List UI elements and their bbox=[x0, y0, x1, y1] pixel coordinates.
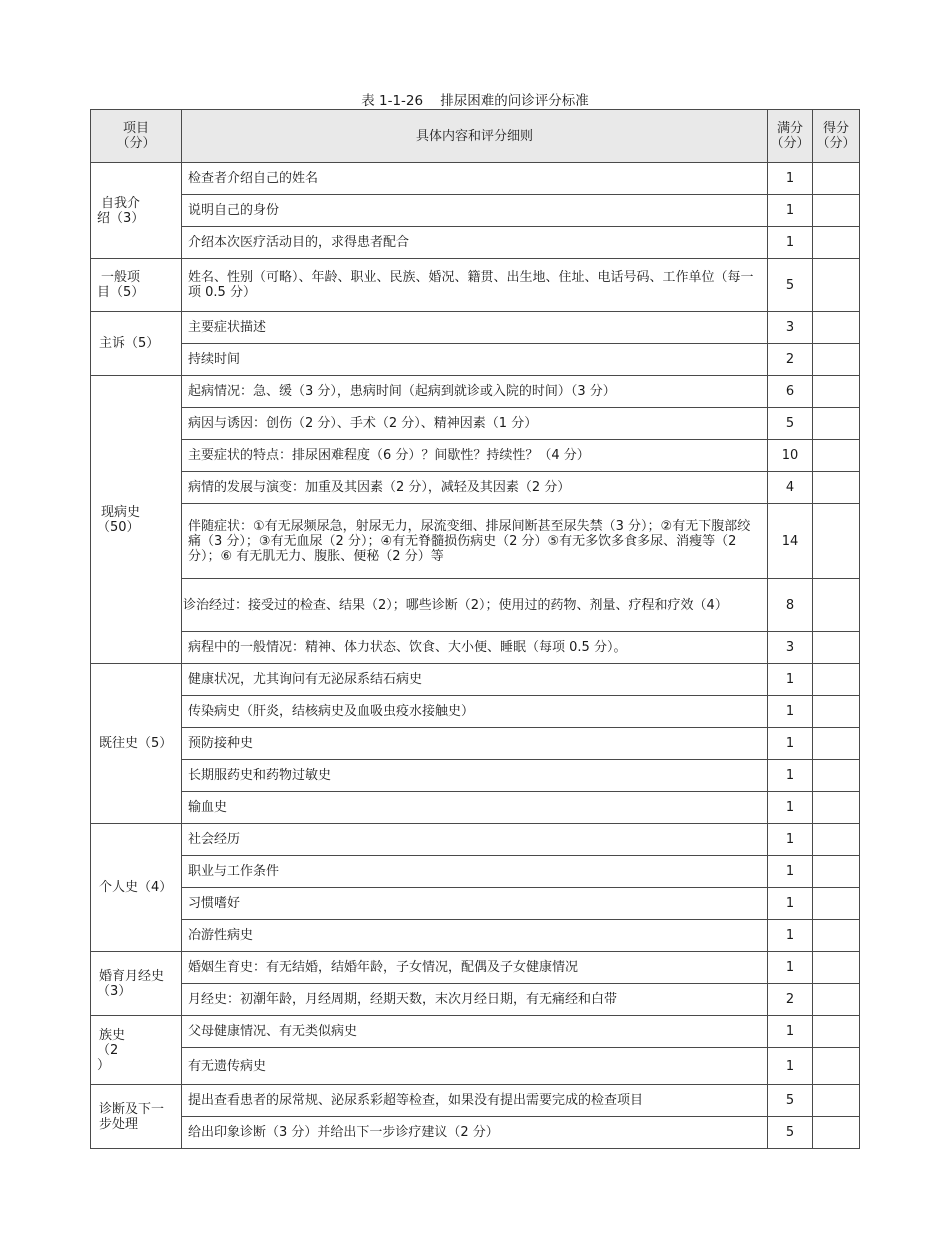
section-label: 个人史（4） bbox=[91, 824, 182, 952]
score-cell[interactable] bbox=[813, 504, 860, 579]
header-category: 项目 （分） bbox=[91, 110, 182, 163]
row-content: 起病情况：急、缓（3 分），患病时间（起病到就诊或入院的时间）（3 分） bbox=[182, 376, 768, 408]
score-cell[interactable] bbox=[813, 696, 860, 728]
score-cell[interactable] bbox=[813, 792, 860, 824]
row-full-score: 2 bbox=[768, 984, 813, 1016]
row-full-score: 5 bbox=[768, 1117, 813, 1149]
section-label: 族史 （2 ） bbox=[91, 1016, 182, 1085]
score-cell[interactable] bbox=[813, 195, 860, 227]
row-content: 主要症状描述 bbox=[182, 312, 768, 344]
table-row bbox=[91, 259, 860, 312]
row-full-score: 6 bbox=[768, 376, 813, 408]
section-label: 诊断及下一 步处理 bbox=[91, 1085, 182, 1149]
score-cell[interactable] bbox=[813, 163, 860, 195]
header-score: 得分 （分） bbox=[813, 110, 860, 163]
score-cell[interactable] bbox=[813, 312, 860, 344]
row-content: 主要症状的特点：排尿困难程度（6 分）？间歇性？持续性？（4 分） bbox=[182, 440, 768, 472]
row-full-score: 4 bbox=[768, 472, 813, 504]
score-cell[interactable] bbox=[813, 579, 860, 632]
row-content: 有无遗传病史 bbox=[182, 1048, 768, 1085]
score-cell[interactable] bbox=[813, 1048, 860, 1085]
row-full-score: 3 bbox=[768, 312, 813, 344]
table-row bbox=[91, 888, 860, 920]
row-full-score: 1 bbox=[768, 1016, 813, 1048]
table-row bbox=[91, 792, 860, 824]
row-content: 月经史：初潮年龄，月经周期，经期天数，末次月经日期，有无痛经和白带 bbox=[182, 984, 768, 1016]
row-full-score: 5 bbox=[768, 1085, 813, 1117]
row-full-score: 1 bbox=[768, 888, 813, 920]
row-content: 给出印象诊断（3 分）并给出下一步诊疗建议（2 分） bbox=[182, 1117, 768, 1149]
score-cell[interactable] bbox=[813, 376, 860, 408]
row-content: 介绍本次医疗活动目的，求得患者配合 bbox=[182, 227, 768, 259]
score-cell[interactable] bbox=[813, 408, 860, 440]
table-caption: 表 1-1-26 排尿困难的问诊评分标准 bbox=[361, 93, 589, 109]
score-cell[interactable] bbox=[813, 888, 860, 920]
row-content: 持续时间 bbox=[182, 344, 768, 376]
table-row bbox=[91, 632, 860, 664]
row-full-score: 1 bbox=[768, 760, 813, 792]
score-cell[interactable] bbox=[813, 472, 860, 504]
row-full-score: 1 bbox=[768, 920, 813, 952]
table-row bbox=[91, 1085, 860, 1117]
table-row bbox=[91, 1016, 860, 1048]
score-cell[interactable] bbox=[813, 344, 860, 376]
table-row bbox=[91, 195, 860, 227]
row-content: 病情的发展与演变：加重及其因素（2 分），减轻及其因素（2 分） bbox=[182, 472, 768, 504]
row-content: 父母健康情况、有无类似病史 bbox=[182, 1016, 768, 1048]
row-full-score: 1 bbox=[768, 824, 813, 856]
table-row bbox=[91, 440, 860, 472]
table-row bbox=[91, 376, 860, 408]
header-content: 具体内容和评分细则 bbox=[182, 110, 768, 163]
table-row bbox=[91, 1117, 860, 1149]
row-content: 长期服药史和药物过敏史 bbox=[182, 760, 768, 792]
row-full-score: 2 bbox=[768, 344, 813, 376]
row-full-score: 5 bbox=[768, 408, 813, 440]
table-row bbox=[91, 984, 860, 1016]
table-row bbox=[91, 952, 860, 984]
table-row bbox=[91, 504, 860, 579]
score-cell[interactable] bbox=[813, 1016, 860, 1048]
row-content: 提出查看患者的尿常规、泌尿系彩超等检查，如果没有提出需要完成的检查项目 bbox=[182, 1085, 768, 1117]
score-cell[interactable] bbox=[813, 440, 860, 472]
section-label: 一般项 目（5） bbox=[91, 259, 182, 312]
row-content: 习惯嗜好 bbox=[182, 888, 768, 920]
row-full-score: 1 bbox=[768, 696, 813, 728]
row-full-score: 3 bbox=[768, 632, 813, 664]
row-content: 说明自己的身份 bbox=[182, 195, 768, 227]
table-header-row bbox=[91, 110, 860, 163]
scoring-table bbox=[90, 109, 860, 1149]
table-row bbox=[91, 760, 860, 792]
score-cell[interactable] bbox=[813, 259, 860, 312]
row-full-score: 1 bbox=[768, 195, 813, 227]
row-full-score: 1 bbox=[768, 856, 813, 888]
row-full-score: 10 bbox=[768, 440, 813, 472]
row-content: 预防接种史 bbox=[182, 728, 768, 760]
section-label: 既往史（5） bbox=[91, 664, 182, 824]
row-content: 检查者介绍自己的姓名 bbox=[182, 163, 768, 195]
score-cell[interactable] bbox=[813, 728, 860, 760]
row-content: 社会经历 bbox=[182, 824, 768, 856]
score-cell[interactable] bbox=[813, 1085, 860, 1117]
row-full-score: 1 bbox=[768, 728, 813, 760]
score-cell[interactable] bbox=[813, 856, 860, 888]
row-full-score: 1 bbox=[768, 1048, 813, 1085]
score-cell[interactable] bbox=[813, 824, 860, 856]
table-row bbox=[91, 227, 860, 259]
score-cell[interactable] bbox=[813, 227, 860, 259]
score-cell[interactable] bbox=[813, 952, 860, 984]
row-content: 健康状况，尤其询问有无泌尿系结石病史 bbox=[182, 664, 768, 696]
table-row bbox=[91, 728, 860, 760]
row-full-score: 14 bbox=[768, 504, 813, 579]
section-label: 自我介 绍（3） bbox=[91, 163, 182, 259]
score-cell[interactable] bbox=[813, 760, 860, 792]
table-row bbox=[91, 408, 860, 440]
row-full-score: 5 bbox=[768, 259, 813, 312]
table-row bbox=[91, 163, 860, 195]
table-row bbox=[91, 824, 860, 856]
row-content: 传染病史（肝炎，结核病史及血吸虫疫水接触史） bbox=[182, 696, 768, 728]
section-label: 婚育月经史 （3） bbox=[91, 952, 182, 1016]
table-row bbox=[91, 856, 860, 888]
row-content: 病因与诱因：创伤（2 分）、手术（2 分）、精神因素（1 分） bbox=[182, 408, 768, 440]
row-content: 婚姻生育史：有无结婚，结婚年龄，子女情况，配偶及子女健康情况 bbox=[182, 952, 768, 984]
row-content: 诊治经过：接受过的检查、结果（2）；哪些诊断（2）；使用过的药物、剂量、疗程和疗效（4） bbox=[182, 579, 768, 632]
row-full-score: 1 bbox=[768, 664, 813, 696]
row-content: 病程中的一般情况：精神、体力状态、饮食、大小便、睡眠（每项 0.5 分）。 bbox=[182, 632, 768, 664]
section-label: 主诉（5） bbox=[91, 312, 182, 376]
row-content: 冶游性病史 bbox=[182, 920, 768, 952]
row-content: 伴随症状：①有无尿频尿急，射尿无力，尿流变细、排尿间断甚至尿失禁（3 分）；②有无下腹部绞痛（3 分）；③有无血尿（2 分）；④有无脊髓损伤病史（2 分）⑤有无多饮多食多尿、消瘦等（2 分）；⑥ 有无肌无力、腹胀、便秘（2 分）等 bbox=[182, 504, 768, 579]
header-full-score: 满分 （分） bbox=[768, 110, 813, 163]
row-full-score: 1 bbox=[768, 952, 813, 984]
table-row bbox=[91, 696, 860, 728]
score-cell[interactable] bbox=[813, 632, 860, 664]
table-row bbox=[91, 1048, 860, 1085]
row-content: 职业与工作条件 bbox=[182, 856, 768, 888]
table-row bbox=[91, 579, 860, 632]
table-row bbox=[91, 472, 860, 504]
row-full-score: 1 bbox=[768, 163, 813, 195]
score-cell[interactable] bbox=[813, 1117, 860, 1149]
table-row bbox=[91, 312, 860, 344]
score-cell[interactable] bbox=[813, 984, 860, 1016]
score-cell[interactable] bbox=[813, 664, 860, 696]
row-content: 姓名、性别（可略）、年龄、职业、民族、婚况、籍贯、出生地、住址、电话号码、工作单位（每一项 0.5 分） bbox=[182, 259, 768, 312]
row-content: 输血史 bbox=[182, 792, 768, 824]
table-row bbox=[91, 664, 860, 696]
score-cell[interactable] bbox=[813, 920, 860, 952]
row-full-score: 1 bbox=[768, 792, 813, 824]
table-row bbox=[91, 920, 860, 952]
row-full-score: 8 bbox=[768, 579, 813, 632]
section-label: 现病史 （50） bbox=[91, 376, 182, 664]
table-row bbox=[91, 344, 860, 376]
row-full-score: 1 bbox=[768, 227, 813, 259]
